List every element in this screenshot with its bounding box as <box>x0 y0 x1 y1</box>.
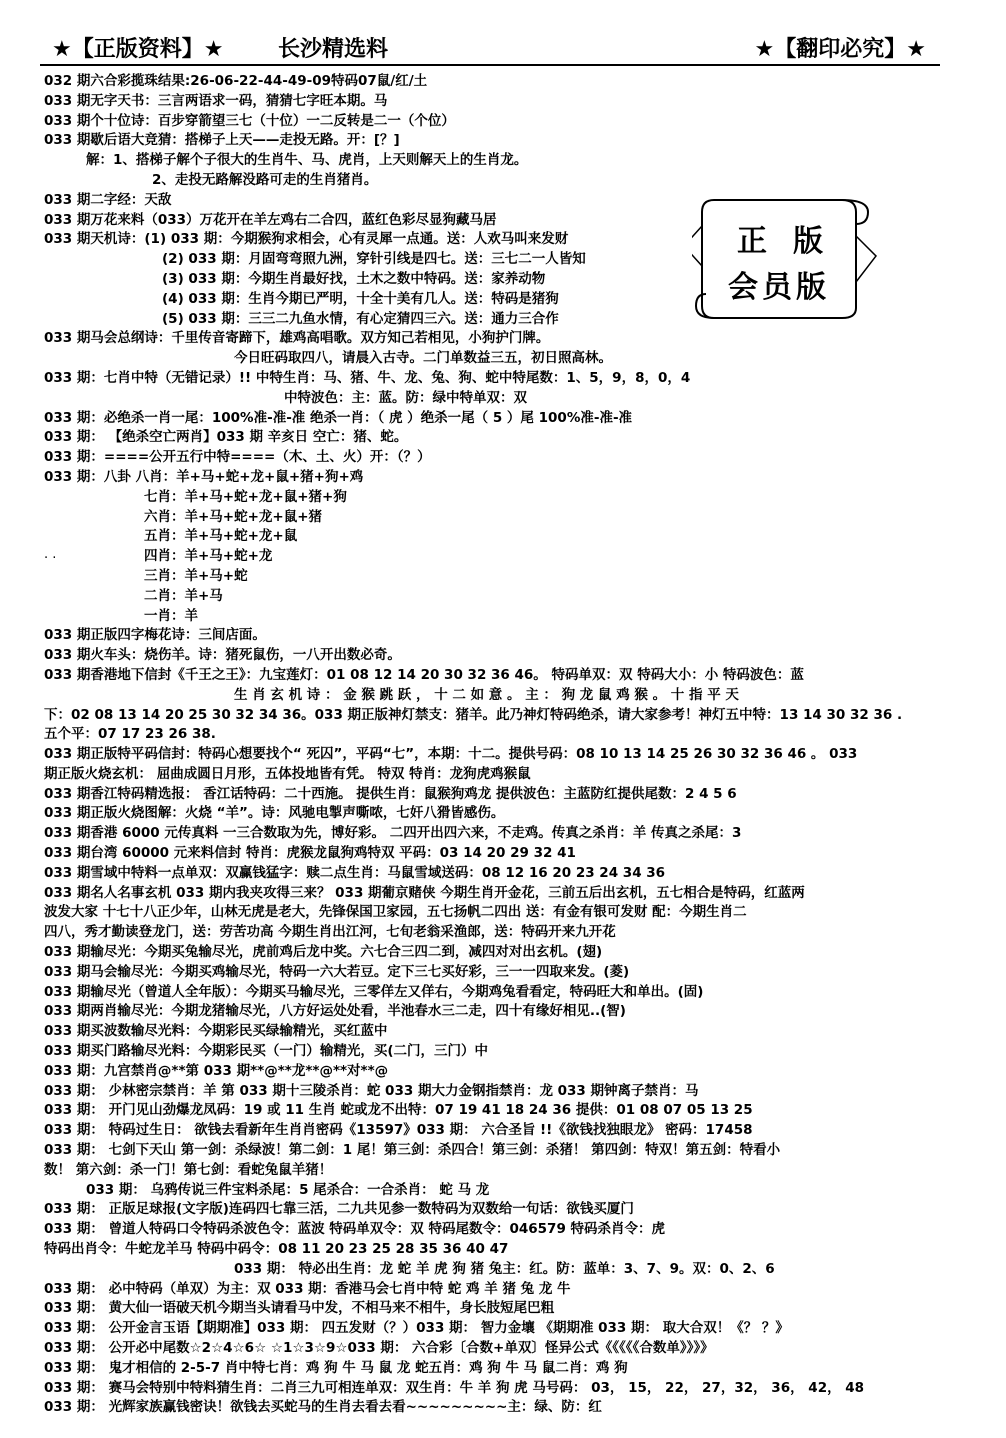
text-line: 033 期天机诗：(1) 033 期：今期猴狗求相会，心有灵犀一点通。送：人欢马叫来发财 <box>44 231 569 248</box>
header-divider <box>40 64 940 66</box>
badge-row2: 会员版 <box>728 270 830 305</box>
text-line: 033 期输尽光：今期买兔输尽光，虎前鸡后龙中奖。六七合三四二到，减四对对出玄机。(翅) <box>44 944 603 961</box>
text-line: 下：02 08 13 14 20 25 30 32 34 36。033 期正版神灯禁支：猪羊。此乃神灯特码绝杀，请大家参考！神灯五中特：13 14 30 32 36 . <box>44 706 903 723</box>
text-line: (5) 033 期：三三二九鱼水情，有心定猜四三六。送：通力三合作 <box>162 310 559 327</box>
text-line: 033 期： 鬼才相信的 2-5-7 肖中特七肖：鸡 狗 牛 马 鼠 龙 蛇五肖：鸡 狗 牛 马 鼠二肖：鸡 狗 <box>44 1359 628 1376</box>
text-line: (4) 033 期：生肖今期已严明，十全十美有几人。送：特码是猪狗 <box>162 290 559 307</box>
text-line: 033 期：七肖中特（无错记录）!! 中特生肖：马、猪、牛、龙、兔、狗、蛇中特尾数：1、5，9，8，0，4 <box>44 369 691 386</box>
text-line: 033 期台湾 60000 元来料信封 特肖：虎猴龙鼠狗鸡特双 平码：03 14 20 29 32 41 <box>44 845 576 862</box>
stray-dots: . . <box>44 547 57 562</box>
text-line: 033 期： 必中特码（单双）为主：双 033 期：香港马会七肖中特 蛇 鸡 羊 猪 兔 龙 牛 <box>44 1280 571 1297</box>
text-line: 四八，秀才勤读登龙门，送：劳苦功高 今期生肖出江河，七旬老翁采渔郎，送：特码开来九开花 <box>44 924 616 941</box>
text-line: 033 期： 乌鸦传说三件宝料杀尾：5 尾杀合：一合杀肖： 蛇 马 龙 <box>86 1181 490 1198</box>
text-line: 033 期： 光辉家族赢钱密诀！欲钱去买蛇马的生肖去看去看~~~~~~~~~主：绿、防：红 <box>44 1399 602 1416</box>
text-line: 033 期雪域中特料一点单双：双赢钱猛字：赎二点生肖：马鼠雪域送码：08 12 16 20 23 24 34 36 <box>44 864 666 881</box>
text-line: (3) 033 期：今期生肖最好找，土木之数中特码。送：家养动物 <box>162 270 546 287</box>
text-line: 033 期买波数输尽光料：今期彩民买绿输精光，买红蓝中 <box>44 1023 388 1040</box>
text-line: 033 期： 特码过生日： 欲钱去看新年生肖肖密码《13597》033 期： 六合圣旨 !!《欲钱找独眼龙》 密码：17458 <box>44 1122 753 1139</box>
text-line: 033 期火车头：烧伤羊。诗：猪死鼠伤，一八开出数必奇。 <box>44 647 401 664</box>
header <box>0 0 1006 70</box>
text-line: 033 期：必绝杀一肖一尾：100%准-准-准 绝杀一肖：（ 虎 ）绝杀一尾（ 5 ）尾 100%准-准-准 <box>44 409 633 426</box>
text-line: 033 期： 特必出生肖：龙 蛇 羊 虎 狗 猪 兔主：红。防：蓝单：3、7、9。双：0、2、6 <box>234 1260 775 1277</box>
text-line: 033 期无字天书：三言两语求一码，猜猜七字旺本期。马 <box>44 92 388 109</box>
text-line: 033 期马会输尽光：今期买鸡输尽光，特码一六大若豆。定下三七买好彩，三一一四取来发。(菱) <box>44 963 630 980</box>
text-line: 033 期正版四字梅花诗：三间店面。 <box>44 627 266 644</box>
text-line: 033 期歇后语大竞猜：搭梯子上天——走投无路。开：[？] <box>44 132 400 149</box>
badge-row1: 正版 <box>737 224 849 259</box>
header-right-label: ★【翻印必究】★ <box>754 37 926 62</box>
text-line: 2、走投无路解没路可走的生肖猪肖。 <box>152 171 378 188</box>
text-line: 033 期买门路输尽光料：今期彩民买（一门）输精光，买(二门，三门）中 <box>44 1043 489 1060</box>
text-line: 五肖：羊+马+蛇+龙+鼠 <box>144 528 298 545</box>
text-line: 033 期两肖输尽光：今期龙猪输尽光，八方好运处处看，半池春水三二走，四十有缘好相见..(智) <box>44 1003 626 1020</box>
text-line: 033 期香港地下信封《千王之王》：九宝莲灯：01 08 12 14 20 30 32 36 46。 特码单双：双 特码大小：小 特码波色：蓝 <box>44 666 804 683</box>
text-line: 六肖：羊+马+蛇+龙+鼠+猪 <box>144 508 323 525</box>
text-line: 033 期： 七剑下天山 第一剑：杀绿波！第二剑：1 尾！第三剑：杀四合！第三剑：杀猪！ 第四剑：特双！第五剑：特看小 <box>44 1142 781 1159</box>
text-line: 033 期名人名事玄机 033 期内我夹攻得三来？ 033 期葡京赌侠 今期生肖开金花，三前五后出玄机，五七相合是特码，红蓝两 <box>44 884 805 901</box>
text-line: 033 期： 开门见山劲爆龙凤码：19 或 11 生肖 蛇或龙不出特：07 19 41 18 24 36 提供：01 08 07 05 13 25 <box>44 1102 753 1119</box>
text-line: 033 期个十位诗：百步穿箭望三七（十位）一二反转是二一（个位） <box>44 112 455 129</box>
text-line: 033 期正版特平码信封：特码心想要找个“ 死囚”，平码“七”，本期：十二。提供号码：08 10 13 14 25 26 30 32 36 46 。 033 <box>44 746 858 763</box>
text-line: 033 期： 黄大仙一语破天机今期当头请看马中发，不相马来不相牛，身长肢短尾巴粗 <box>44 1300 555 1317</box>
document-body <box>44 72 944 1438</box>
text-line: 期正版火烧玄机： 屈曲成圆日月形，五体投地皆有凭。 特双 特肖：龙狗虎鸡猴鼠 <box>44 765 531 782</box>
text-line: 033 期： 曾道人特码口令特码杀波色令：蓝波 特码单双令：双 特码尾数令：046579 特码杀肖令：虎 <box>44 1221 666 1238</box>
text-line: 解：1、搭梯子解个子很大的生肖牛、马、虎肖，上天则解天上的生肖龙。 <box>86 152 528 169</box>
text-line <box>44 1418 944 1438</box>
text-line: 033 期香港 6000 元传真料 一三合数取为先，博好彩。 二四开出四六来，不走鸡。传真之杀肖：羊 传真之杀尾：3 <box>44 825 742 842</box>
text-line: 033 期： 【绝杀空亡两肖】033 期 辛亥日 空亡：猪、蛇。 <box>44 429 408 446</box>
text-line: 032 期六合彩揽珠结果:26-06-22-44-49-09特码07鼠/红/土 <box>44 73 428 89</box>
text-line: 033 期正版火烧图解：火烧 “羊”。诗：风驰电掣声嘶哝，七奸八猾皆感伤。 <box>44 805 505 822</box>
text-line: (2) 033 期：月固弯弯照九洲，穿针引线是四七。送：三七二一人皆知 <box>162 251 586 268</box>
text-line: 033 期：====公开五行中特====（木、土、火）开：（？） <box>44 449 431 466</box>
text-line: 033 期：九宫禁肖@**第 033 期**@**龙**@**对**@ <box>44 1062 389 1079</box>
text-line: 三肖：羊+马+蛇 <box>144 567 248 584</box>
text-line: 二肖：羊+马 <box>144 587 223 604</box>
text-line: 一肖：羊 <box>144 607 198 624</box>
text-line: 生 肖 玄 机 诗 ： 金 猴 跳 跃 ， 十 二 如 意 。 主 ： 狗 龙 鼠 鸡 猴 。 十 指 平 天 <box>234 686 739 703</box>
text-line: 五个平：07 17 23 26 38. <box>44 726 216 743</box>
text-line: 033 期万花来料（033）万花开在羊左鸡右二合四，蓝红色彩尽显狗藏马居 <box>44 211 497 228</box>
text-line: 波发大家 十七十八正少年，山林无虎是老大，先锋保国卫家园，五七扬帆二四出 送：有金有银可发财 配：今期生肖二 <box>44 904 747 921</box>
page-title: 长沙精选料 <box>278 37 389 62</box>
text-line: 数！ 第六剑：杀一门！第七剑：看蛇兔鼠羊猪！ <box>44 1161 333 1178</box>
text-line: 中特波色：主：蓝。防：绿中特单双：双 <box>284 389 527 406</box>
text-line: 特码出肖令：牛蛇龙羊马 特码中码令：08 11 20 23 25 28 35 36 40 47 <box>44 1241 509 1258</box>
text-line: 033 期输尽光（曾道人全年版）：今期买马输尽光，三零佯左又佯右，今期鸡兔看看定，特码旺大和单出。(固) <box>44 983 704 1000</box>
text-line: 033 期： 公开金言玉语【期期准】033 期： 四五发财（？）033 期： 智力金壤 《期期准 033 期： 取大合双！《？ ？》 <box>44 1320 789 1337</box>
text-line: 033 期： 赛马会特别中特料猜生肖：二肖三九可相连单双：双生肖：牛 羊 狗 虎 马号码： 03， 15， 22， 27，32， 36， 42， 48 <box>44 1379 865 1396</box>
text-line: 033 期：八卦 八肖：羊+马+蛇+龙+鼠+猪+狗+鸡 <box>44 468 364 485</box>
header-left-label: ★【正版资料】★ <box>52 37 224 62</box>
text-line: 四肖：羊+马+蛇+龙 <box>144 548 273 565</box>
text-line: 033 期： 公开必中尾数☆2☆4☆6☆ ☆1☆3☆9☆033 期： 六合彩〔合数+单双〕怪异公式《《《《《合数单》》》》 <box>44 1340 714 1356</box>
text-line: 七肖：羊+马+蛇+龙+鼠+猪+狗 <box>144 488 347 505</box>
text-line: 033 期二字经：天敌 <box>44 191 172 208</box>
text-line: 033 期： 少林密宗禁肖：羊 第 033 期十三陵杀肖：蛇 033 期大力金钢指禁肖：龙 033 期钟离子禁肖：马 <box>44 1082 699 1099</box>
text-line: 033 期马会总纲诗：千里传音寄蹄下，雄鸡高唱歌。双方知己若相见，小狗护门牌。 <box>44 330 550 347</box>
text-line: 今日旺码取四八，请晨入古寺。二门单数益三五，初日照高林。 <box>234 350 612 367</box>
text-line: 033 期香江特码精选报： 香江话特码：二十西施。 提供生肖：鼠猴狗鸡龙 提供波色：主蓝防红提供尾数：2 4 5 6 <box>44 785 737 802</box>
text-line: 033 期： 正版足球报(文字版)连码四七靠三活，二九共见参一数特码为双数给一句话：欲钱买厦门 <box>44 1201 634 1218</box>
